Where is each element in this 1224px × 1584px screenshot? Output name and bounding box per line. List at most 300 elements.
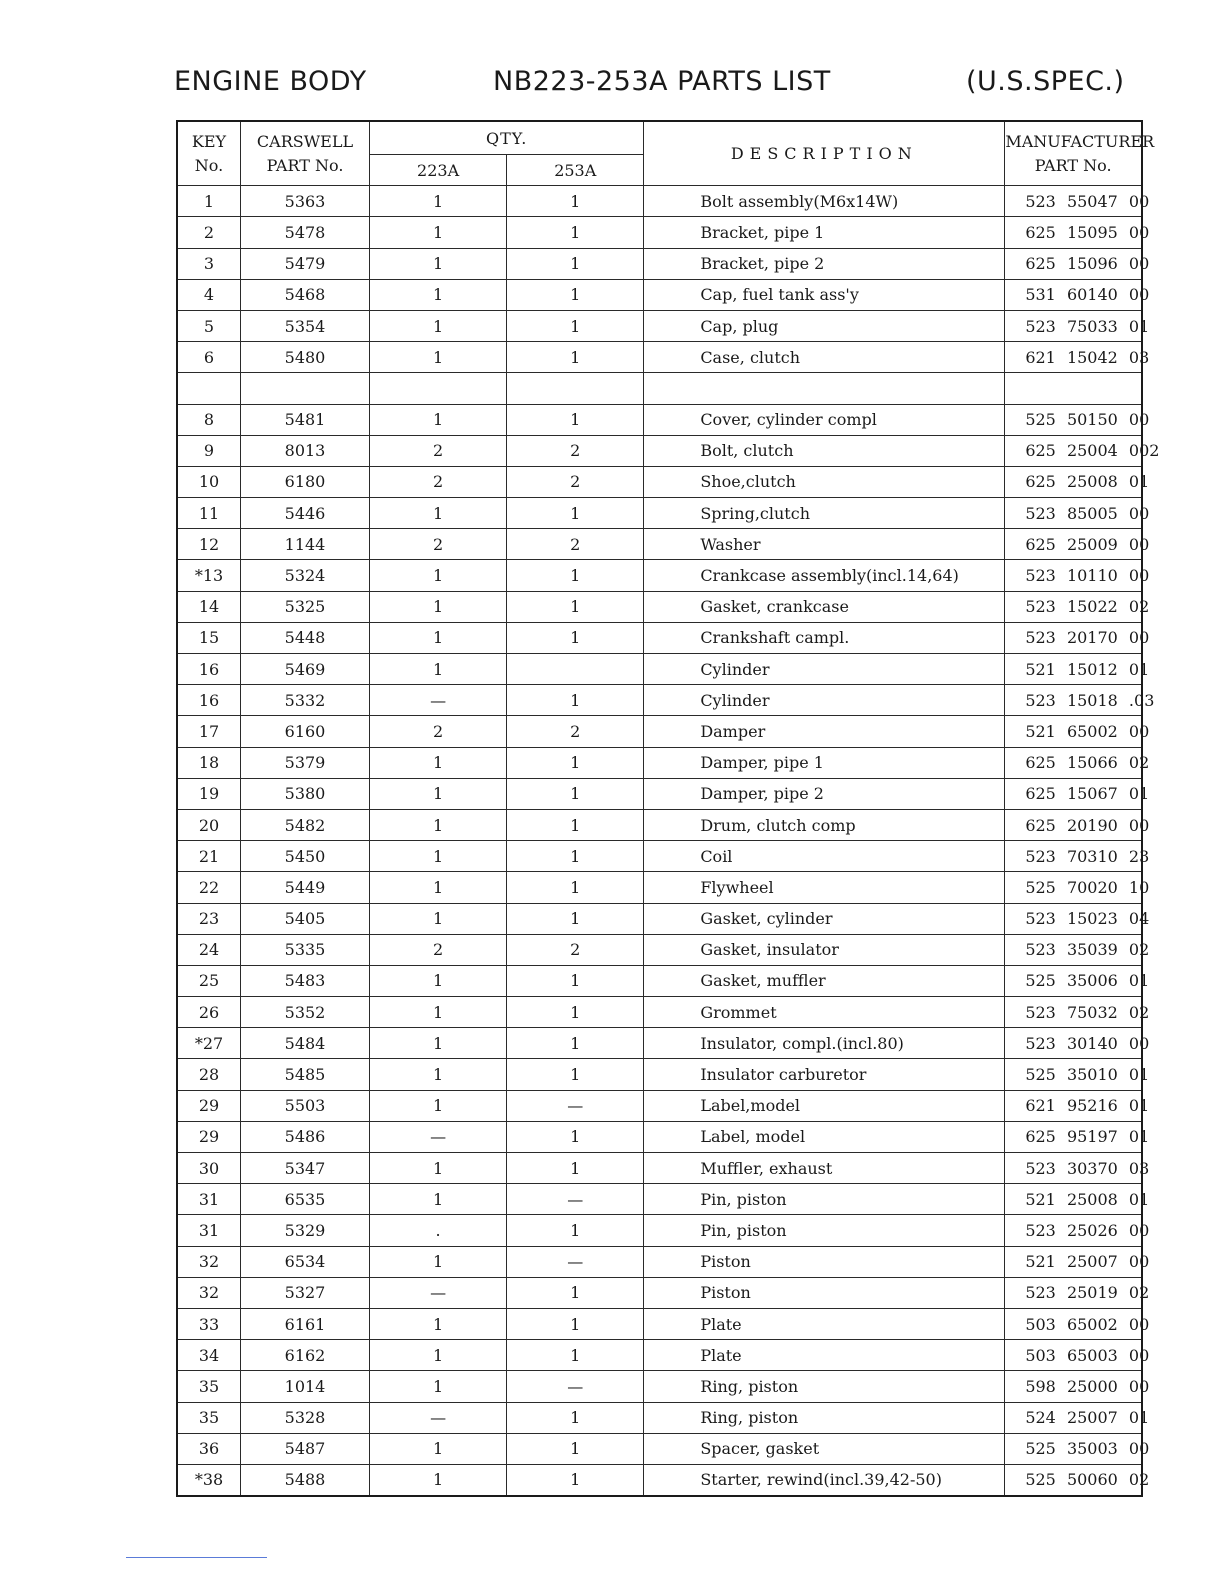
table-row <box>177 186 1142 217</box>
carswell-part-cell: 5332 <box>241 685 370 716</box>
col-description-header: DESCRIPTION <box>644 121 1005 186</box>
section-title: ENGINE BODY <box>174 66 367 97</box>
qty-223a-cell: 1 <box>370 654 507 685</box>
carswell-part-cell: 5484 <box>241 1028 370 1059</box>
qty-223a-cell: 2 <box>370 716 507 747</box>
qty-223a-cell: . <box>370 1215 507 1246</box>
col-qty-header: QTY. <box>370 121 644 155</box>
key-cell: *38 <box>177 1464 241 1496</box>
manufacturer-part-cell: 523 55047 00 <box>1005 186 1142 217</box>
parts-table-body <box>177 186 1160 1496</box>
table-row <box>177 279 1142 310</box>
manufacturer-part-cell: 523 25019 02 <box>1005 1277 1142 1308</box>
key-cell: 18 <box>177 747 241 778</box>
manufacturer-part-cell: 525 35003 00 <box>1005 1433 1142 1464</box>
description-cell: Gasket, insulator <box>644 934 1005 965</box>
qty-253a-cell: — <box>507 1184 644 1215</box>
key-cell: 29 <box>177 1121 241 1152</box>
carswell-part-cell <box>241 373 370 404</box>
carswell-part-cell: 5328 <box>241 1402 370 1433</box>
qty-253a-cell: 1 <box>507 1464 644 1496</box>
col-mfr-line1: MANUFACTURER <box>1005 131 1155 151</box>
manufacturer-part-cell: 625 15096 00 <box>1005 248 1142 279</box>
key-cell: 9 <box>177 435 241 466</box>
qty-253a-cell: 1 <box>507 1340 644 1371</box>
carswell-part-cell: 5380 <box>241 778 370 809</box>
key-cell: *27 <box>177 1028 241 1059</box>
carswell-part-cell: 5487 <box>241 1433 370 1464</box>
key-cell: 10 <box>177 466 241 497</box>
table-row <box>177 1090 1142 1121</box>
table-row <box>177 747 1142 778</box>
col-key-header <box>177 121 241 186</box>
qty-223a-cell: 1 <box>370 1090 507 1121</box>
qty-223a-cell: 1 <box>370 809 507 840</box>
qty-223a-cell: 1 <box>370 248 507 279</box>
key-cell: 15 <box>177 622 241 653</box>
key-cell: 2 <box>177 217 241 248</box>
qty-253a-cell: 1 <box>507 1433 644 1464</box>
manufacturer-part-cell: 598 25000 00 <box>1005 1371 1142 1402</box>
qty-223a-cell: — <box>370 1402 507 1433</box>
manufacturer-part-cell: 523 30140 00 <box>1005 1028 1142 1059</box>
key-cell: 35 <box>177 1402 241 1433</box>
qty-253a-cell: 2 <box>507 529 644 560</box>
description-cell: Plate <box>644 1340 1005 1371</box>
table-row <box>177 1184 1142 1215</box>
manufacturer-part-cell: 525 35010 01 <box>1005 1059 1142 1090</box>
manufacturer-part-cell <box>1005 373 1142 404</box>
qty-223a-cell: 1 <box>370 1246 507 1277</box>
description-cell: Bracket, pipe 2 <box>644 248 1005 279</box>
table-row <box>177 342 1142 373</box>
key-cell: 6 <box>177 342 241 373</box>
qty-253a-cell: 1 <box>507 685 644 716</box>
qty-223a-cell: 1 <box>370 342 507 373</box>
key-cell: 19 <box>177 778 241 809</box>
qty-223a-cell: 1 <box>370 560 507 591</box>
qty-253a-cell: 1 <box>507 1028 644 1059</box>
table-row <box>177 560 1142 591</box>
qty-253a-cell <box>507 373 644 404</box>
table-row <box>177 310 1142 341</box>
qty-223a-cell: 2 <box>370 435 507 466</box>
description-cell: Damper, pipe 1 <box>644 747 1005 778</box>
description-cell: Pin, piston <box>644 1215 1005 1246</box>
carswell-part-cell: 5481 <box>241 404 370 435</box>
qty-253a-cell: 1 <box>507 498 644 529</box>
table-row <box>177 498 1142 529</box>
table-row <box>177 217 1142 248</box>
carswell-part-cell: 5405 <box>241 903 370 934</box>
qty-253a-cell: 1 <box>507 560 644 591</box>
footer-rule <box>126 1557 267 1558</box>
table-row <box>177 1371 1142 1402</box>
qty-253a-cell: 1 <box>507 404 644 435</box>
description-cell: Gasket, cylinder <box>644 903 1005 934</box>
key-cell: 1 <box>177 186 241 217</box>
qty-223a-cell: 1 <box>370 903 507 934</box>
table-row <box>177 1153 1142 1184</box>
description-cell: Piston <box>644 1246 1005 1277</box>
table-row <box>177 591 1142 622</box>
carswell-part-cell: 5352 <box>241 997 370 1028</box>
col-carswell-line1: CARSWELL <box>256 131 354 151</box>
table-row <box>177 1308 1142 1339</box>
qty-253a-cell: 1 <box>507 342 644 373</box>
qty-223a-cell: 1 <box>370 1184 507 1215</box>
spec-label: (U.S.SPEC.) <box>966 66 1125 97</box>
qty-223a-cell: 1 <box>370 872 507 903</box>
col-mfr-line2: PART No. <box>1034 155 1112 175</box>
key-cell: 33 <box>177 1308 241 1339</box>
qty-223a-cell: 2 <box>370 934 507 965</box>
key-cell: 3 <box>177 248 241 279</box>
description-cell: Bolt assembly(M6x14W) <box>644 186 1005 217</box>
carswell-part-cell: 5448 <box>241 622 370 653</box>
carswell-part-cell: 5450 <box>241 841 370 872</box>
manufacturer-part-cell: 523 15023 04 <box>1005 903 1142 934</box>
manufacturer-part-cell: 523 85005 00 <box>1005 498 1142 529</box>
manufacturer-part-cell: 625 25009 00 <box>1005 529 1142 560</box>
key-cell: 34 <box>177 1340 241 1371</box>
key-cell: 17 <box>177 716 241 747</box>
key-cell: 24 <box>177 934 241 965</box>
manufacturer-part-cell: 523 25026 00 <box>1005 1215 1142 1246</box>
table-row <box>177 934 1142 965</box>
qty-253a-cell: 1 <box>507 1153 644 1184</box>
qty-223a-cell: 1 <box>370 279 507 310</box>
qty-223a-cell: — <box>370 685 507 716</box>
carswell-part-cell: 5329 <box>241 1215 370 1246</box>
table-row <box>177 1464 1142 1496</box>
table-row <box>177 373 1142 404</box>
carswell-part-cell: 5354 <box>241 310 370 341</box>
qty-223a-cell: 1 <box>370 217 507 248</box>
qty-253a-cell: 2 <box>507 466 644 497</box>
qty-223a-cell: 1 <box>370 404 507 435</box>
qty-253a-cell <box>507 654 644 685</box>
col-qty-253a-header: 253A <box>507 155 644 186</box>
manufacturer-part-cell: 525 50150 00 <box>1005 404 1142 435</box>
description-cell: Muffler, exhaust <box>644 1153 1005 1184</box>
qty-223a-cell: 1 <box>370 1340 507 1371</box>
qty-253a-cell: — <box>507 1371 644 1402</box>
table-header-row <box>177 121 1142 155</box>
qty-253a-cell: 1 <box>507 903 644 934</box>
description-cell: Gasket, crankcase <box>644 591 1005 622</box>
carswell-part-cell: 8013 <box>241 435 370 466</box>
description-cell: Cover, cylinder compl <box>644 404 1005 435</box>
qty-253a-cell: 1 <box>507 1121 644 1152</box>
carswell-part-cell: 6535 <box>241 1184 370 1215</box>
table-row <box>177 1246 1142 1277</box>
carswell-part-cell: 5482 <box>241 809 370 840</box>
description-cell: Flywheel <box>644 872 1005 903</box>
qty-253a-cell: 1 <box>507 965 644 996</box>
qty-223a-cell: 1 <box>370 841 507 872</box>
carswell-part-cell: 5478 <box>241 217 370 248</box>
qty-253a-cell: 1 <box>507 841 644 872</box>
table-row <box>177 841 1142 872</box>
key-cell: 12 <box>177 529 241 560</box>
carswell-part-cell: 1144 <box>241 529 370 560</box>
manufacturer-part-cell: 625 15095 00 <box>1005 217 1142 248</box>
key-cell: 30 <box>177 1153 241 1184</box>
key-cell: 32 <box>177 1277 241 1308</box>
description-cell: Insulator, compl.(incl.80) <box>644 1028 1005 1059</box>
qty-223a-cell: 1 <box>370 1308 507 1339</box>
manufacturer-part-cell: 523 20170 00 <box>1005 622 1142 653</box>
table-row <box>177 248 1142 279</box>
qty-253a-cell: 2 <box>507 934 644 965</box>
manufacturer-part-cell: 523 15018 .03 <box>1005 685 1142 716</box>
parts-table <box>176 120 1160 1497</box>
description-cell: Damper <box>644 716 1005 747</box>
description-cell: Crankcase assembly(incl.14,64) <box>644 560 1005 591</box>
key-cell: 32 <box>177 1246 241 1277</box>
key-cell: 26 <box>177 997 241 1028</box>
description-cell: Spacer, gasket <box>644 1433 1005 1464</box>
qty-253a-cell: 1 <box>507 1402 644 1433</box>
description-cell: Pin, piston <box>644 1184 1005 1215</box>
carswell-part-cell: 5325 <box>241 591 370 622</box>
qty-253a-cell: 1 <box>507 248 644 279</box>
carswell-part-cell: 5379 <box>241 747 370 778</box>
description-cell <box>644 373 1005 404</box>
key-cell: 5 <box>177 310 241 341</box>
carswell-part-cell: 5483 <box>241 965 370 996</box>
description-cell: Starter, rewind(incl.39,42-50) <box>644 1464 1005 1496</box>
table-row <box>177 997 1142 1028</box>
table-row <box>177 716 1142 747</box>
qty-253a-cell: 1 <box>507 1277 644 1308</box>
description-cell: Washer <box>644 529 1005 560</box>
carswell-part-cell: 5363 <box>241 186 370 217</box>
manufacturer-part-cell: 523 70310 23 <box>1005 841 1142 872</box>
manufacturer-part-cell: 521 25008 01 <box>1005 1184 1142 1215</box>
manufacturer-part-cell: 523 35039 02 <box>1005 934 1142 965</box>
carswell-part-cell: 5335 <box>241 934 370 965</box>
qty-253a-cell: 1 <box>507 872 644 903</box>
qty-223a-cell: 1 <box>370 310 507 341</box>
key-cell: 4 <box>177 279 241 310</box>
qty-253a-cell: 1 <box>507 778 644 809</box>
description-cell: Cylinder <box>644 685 1005 716</box>
carswell-part-cell: 6180 <box>241 466 370 497</box>
description-cell: Crankshaft campl. <box>644 622 1005 653</box>
col-carswell-line2: PART No. <box>266 155 344 175</box>
qty-253a-cell: 1 <box>507 809 644 840</box>
key-cell: 14 <box>177 591 241 622</box>
qty-253a-cell: 1 <box>507 622 644 653</box>
key-cell: 16 <box>177 654 241 685</box>
qty-253a-cell: 1 <box>507 591 644 622</box>
manufacturer-part-cell: 503 65002 00 <box>1005 1308 1142 1339</box>
key-cell: 36 <box>177 1433 241 1464</box>
description-cell: Piston <box>644 1277 1005 1308</box>
description-cell: Label, model <box>644 1121 1005 1152</box>
qty-253a-cell: 1 <box>507 997 644 1028</box>
table-row <box>177 1215 1142 1246</box>
description-cell: Bolt, clutch <box>644 435 1005 466</box>
qty-253a-cell: 1 <box>507 186 644 217</box>
qty-253a-cell: 1 <box>507 217 644 248</box>
qty-223a-cell: 1 <box>370 1371 507 1402</box>
description-cell: Cap, plug <box>644 310 1005 341</box>
carswell-part-cell: 5479 <box>241 248 370 279</box>
qty-253a-cell: 1 <box>507 279 644 310</box>
description-cell: Shoe,clutch <box>644 466 1005 497</box>
qty-253a-cell: — <box>507 1246 644 1277</box>
manufacturer-part-cell: 523 75032 02 <box>1005 997 1142 1028</box>
col-qty-223a-header: 223A <box>370 155 507 186</box>
manufacturer-part-cell: 625 15066 02 <box>1005 747 1142 778</box>
key-cell: 11 <box>177 498 241 529</box>
manufacturer-part-cell: 525 35006 01 <box>1005 965 1142 996</box>
manufacturer-part-cell: 524 25007 01 <box>1005 1402 1142 1433</box>
col-carswell-header <box>241 121 370 186</box>
carswell-part-cell: 5449 <box>241 872 370 903</box>
description-cell: Cylinder <box>644 654 1005 685</box>
manufacturer-part-cell: 525 50060 02 <box>1005 1464 1142 1496</box>
manufacturer-part-cell: 625 25008 01 <box>1005 466 1142 497</box>
manufacturer-part-cell: 621 15042 03 <box>1005 342 1142 373</box>
key-cell: 22 <box>177 872 241 903</box>
qty-223a-cell: — <box>370 1121 507 1152</box>
carswell-part-cell: 5446 <box>241 498 370 529</box>
description-cell: Grommet <box>644 997 1005 1028</box>
description-cell: Spring,clutch <box>644 498 1005 529</box>
manufacturer-part-cell: 521 25007 00 <box>1005 1246 1142 1277</box>
table-row <box>177 1059 1142 1090</box>
description-cell: Plate <box>644 1308 1005 1339</box>
carswell-part-cell: 5503 <box>241 1090 370 1121</box>
carswell-part-cell: 6534 <box>241 1246 370 1277</box>
carswell-part-cell: 1014 <box>241 1371 370 1402</box>
table-row <box>177 965 1142 996</box>
col-key-line2: No. <box>194 155 224 175</box>
table-row <box>177 1028 1142 1059</box>
carswell-part-cell: 5468 <box>241 279 370 310</box>
description-cell: Drum, clutch comp <box>644 809 1005 840</box>
carswell-part-cell: 5324 <box>241 560 370 591</box>
qty-223a-cell: 1 <box>370 622 507 653</box>
page-header <box>0 62 1224 106</box>
qty-223a-cell: 1 <box>370 997 507 1028</box>
qty-223a-cell: 1 <box>370 186 507 217</box>
carswell-part-cell: 5486 <box>241 1121 370 1152</box>
carswell-part-cell: 6162 <box>241 1340 370 1371</box>
table-row <box>177 685 1142 716</box>
key-cell <box>177 373 241 404</box>
carswell-part-cell: 5327 <box>241 1277 370 1308</box>
carswell-part-cell: 5488 <box>241 1464 370 1496</box>
carswell-part-cell: 5480 <box>241 342 370 373</box>
manufacturer-part-cell: 521 15012 01 <box>1005 654 1142 685</box>
carswell-part-cell: 5469 <box>241 654 370 685</box>
manufacturer-part-cell: 503 65003 00 <box>1005 1340 1142 1371</box>
manufacturer-part-cell: 625 25004 002 <box>1005 435 1142 466</box>
qty-253a-cell: 1 <box>507 1308 644 1339</box>
qty-223a-cell: 1 <box>370 965 507 996</box>
description-cell: Label,model <box>644 1090 1005 1121</box>
table-row <box>177 778 1142 809</box>
document-title: NB223-253A PARTS LIST <box>493 66 831 97</box>
key-cell: 28 <box>177 1059 241 1090</box>
key-cell: 31 <box>177 1215 241 1246</box>
qty-253a-cell: 2 <box>507 435 644 466</box>
carswell-part-cell: 5347 <box>241 1153 370 1184</box>
qty-223a-cell: 2 <box>370 529 507 560</box>
table-row <box>177 529 1142 560</box>
key-cell: 20 <box>177 809 241 840</box>
qty-223a-cell <box>370 373 507 404</box>
key-cell: 29 <box>177 1090 241 1121</box>
table-row <box>177 466 1142 497</box>
carswell-part-cell: 5485 <box>241 1059 370 1090</box>
manufacturer-part-cell: 625 20190 00 <box>1005 809 1142 840</box>
qty-223a-cell: 1 <box>370 778 507 809</box>
manufacturer-part-cell: 521 65002 00 <box>1005 716 1142 747</box>
qty-223a-cell: — <box>370 1277 507 1308</box>
table-row <box>177 1277 1142 1308</box>
qty-223a-cell: 1 <box>370 1028 507 1059</box>
table-row <box>177 809 1142 840</box>
manufacturer-part-cell: 523 30370 03 <box>1005 1153 1142 1184</box>
col-manufacturer-header <box>1005 121 1155 186</box>
key-cell: 23 <box>177 903 241 934</box>
table-row <box>177 1340 1142 1371</box>
manufacturer-part-cell: 621 95216 01 <box>1005 1090 1142 1121</box>
key-cell: *13 <box>177 560 241 591</box>
description-cell: Cap, fuel tank ass'y <box>644 279 1005 310</box>
table-row <box>177 1402 1142 1433</box>
qty-223a-cell: 1 <box>370 747 507 778</box>
qty-223a-cell: 1 <box>370 1153 507 1184</box>
table-row <box>177 654 1142 685</box>
manufacturer-part-cell: 525 70020 10 <box>1005 872 1142 903</box>
carswell-part-cell: 6161 <box>241 1308 370 1339</box>
manufacturer-part-cell: 523 15022 02 <box>1005 591 1142 622</box>
key-cell: 35 <box>177 1371 241 1402</box>
qty-223a-cell: 1 <box>370 1059 507 1090</box>
manufacturer-part-cell: 523 10110 00 <box>1005 560 1142 591</box>
description-cell: Ring, piston <box>644 1371 1005 1402</box>
description-cell: Damper, pipe 2 <box>644 778 1005 809</box>
table-row <box>177 1121 1142 1152</box>
col-key-line1: KEY <box>191 131 227 151</box>
qty-253a-cell: 2 <box>507 716 644 747</box>
qty-223a-cell: 1 <box>370 1464 507 1496</box>
key-cell: 31 <box>177 1184 241 1215</box>
manufacturer-part-cell: 625 95197 01 <box>1005 1121 1142 1152</box>
table-row <box>177 1433 1142 1464</box>
key-cell: 25 <box>177 965 241 996</box>
table-row <box>177 872 1142 903</box>
description-cell: Case, clutch <box>644 342 1005 373</box>
qty-253a-cell: — <box>507 1090 644 1121</box>
table-row <box>177 903 1142 934</box>
qty-223a-cell: 1 <box>370 498 507 529</box>
qty-223a-cell: 1 <box>370 591 507 622</box>
manufacturer-part-cell: 625 15067 01 <box>1005 778 1142 809</box>
table-row <box>177 622 1142 653</box>
carswell-part-cell: 6160 <box>241 716 370 747</box>
manufacturer-part-cell: 523 75033 01 <box>1005 310 1142 341</box>
qty-253a-cell: 1 <box>507 747 644 778</box>
key-cell: 16 <box>177 685 241 716</box>
